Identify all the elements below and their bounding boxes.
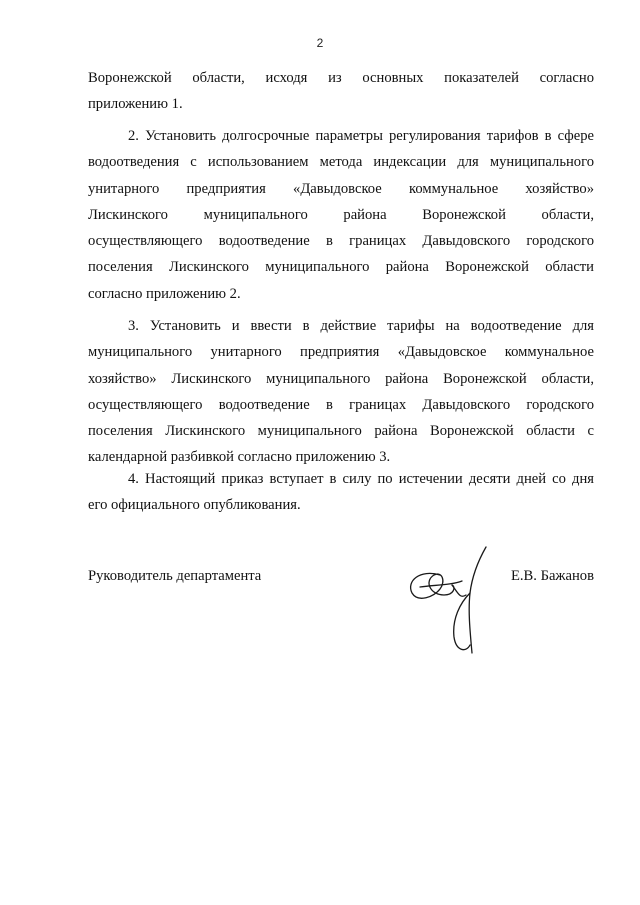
text-line: осуществляющего водоотведение в границах Давыдовского городского [88,396,594,413]
text-line: поселения Лискинского муниципального района Воронежской области [88,259,594,276]
text-line: унитарного предприятия «Давыдовское коммунальное хозяйство» [88,180,594,197]
text-line: согласно приложению 2. [88,285,241,302]
paragraph-item-4 [88,466,594,519]
text-line: Лискинского муниципального района Воронежской области, [88,206,594,223]
text-line: 4. Настоящий приказ вступает в силу по истечении десяти дней со дня [128,471,594,487]
paragraph-continuation [88,65,594,118]
text-line: 2. Установить долгосрочные параметры регулирования тарифов в сфере [128,128,594,144]
text-line: календарной разбивкой согласно приложению 3. [88,449,391,466]
page-number: 2 [316,36,324,50]
text-line: поселения Лискинского муниципального района Воронежской области с [88,423,594,440]
paragraph-item-2 [88,123,594,307]
text-line: Воронежской области, исходя из основных показателей согласно [88,70,594,86]
text-line: муниципального унитарного предприятия «Давыдовское коммунальное [88,344,594,361]
text-line: хозяйство» Лискинского муниципального района Воронежской области, [88,370,594,387]
signature-block [88,565,594,655]
signatory-title: Руководитель департамента [88,568,262,584]
text-line: осуществляющего водоотведение в границах Давыдовского городского [88,233,594,250]
text-line: водоотведения с использованием метода индексации для муниципального [88,154,594,171]
text-line: 3. Установить и ввести в действие тарифы на водоотведение для [128,318,594,334]
paragraph-item-3 [88,313,594,471]
signatory-name: Е.В. Бажанов [510,568,594,584]
text-line: приложению 1. [88,96,183,113]
text-line: его официального опубликования. [88,497,301,514]
handwritten-signature [400,541,510,661]
